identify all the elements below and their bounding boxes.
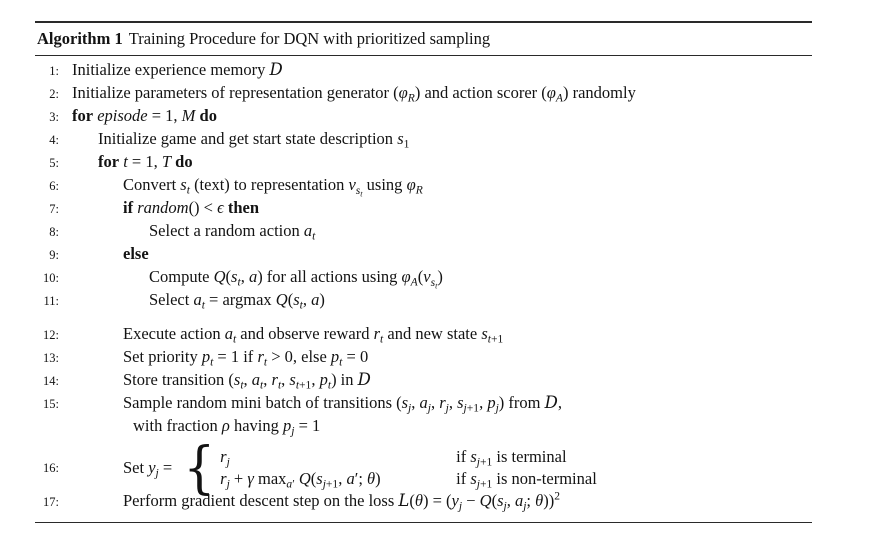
subscript [339, 357, 342, 369]
math-var: a [248, 267, 258, 286]
line-number: 1: [49, 64, 59, 78]
math-var: j [226, 478, 230, 491]
math-var: t [232, 333, 237, 346]
subscript: j+1 [476, 456, 493, 469]
math-var: a [303, 221, 313, 240]
case-condition: if $s_{j+1}$ is terminal [456, 447, 567, 469]
line-number: 10: [43, 271, 59, 285]
math-var: j [408, 402, 412, 415]
math-var: R [415, 184, 423, 197]
line-number: 2: [49, 87, 59, 101]
math-var: Q [275, 290, 288, 309]
subscript: j+1 [463, 402, 480, 415]
math-var: t [295, 379, 300, 392]
math-var: j [226, 456, 230, 469]
math-var: t [263, 356, 268, 369]
line-text [72, 435, 597, 501]
math-var: A [410, 276, 418, 289]
subscript: t+1 [487, 333, 504, 346]
subscript [360, 189, 362, 198]
math-var: t [240, 379, 244, 392]
line-text: Set priority $p_t = 1$ if $r_t > 0$, else $p_t = 0$ [123, 347, 369, 369]
line-number: 3: [49, 110, 59, 124]
algo-line-10 [35, 266, 812, 289]
line-number: 12: [43, 328, 59, 342]
subscript: j+1 [476, 478, 493, 491]
subscript [408, 403, 411, 415]
math-var: p [487, 393, 496, 412]
math-var: y [451, 491, 459, 510]
math-var: t [237, 276, 241, 289]
subscript [202, 300, 205, 312]
cases-rows [220, 446, 597, 490]
subscript: a′ [286, 478, 295, 491]
subscript [416, 185, 423, 197]
subscript: 1 [403, 138, 410, 151]
math-var: M [181, 106, 196, 125]
line-text: Compute $Q(s_t$, a) for all actions using $\varphi_A(v_{s_t})$ [149, 267, 443, 291]
math-var: s [401, 393, 409, 412]
line-number: 15: [43, 397, 59, 411]
math-var: s [470, 469, 477, 488]
math-var: s [457, 393, 464, 412]
line-number: 5: [49, 156, 59, 170]
keyword: for [72, 106, 94, 125]
math-var: s [233, 370, 241, 389]
math-var: a [193, 290, 202, 309]
math-var: t [210, 356, 214, 369]
algorithm-label: Algorithm 1 [37, 29, 123, 48]
keyword: else [123, 244, 149, 263]
line-number: 14: [43, 374, 59, 388]
line-number: 11: [43, 294, 59, 308]
math-var: j [445, 402, 449, 415]
script-letter: D [269, 60, 283, 79]
math-var: r [271, 370, 278, 389]
math-var: s [481, 324, 488, 343]
math-var: t [327, 379, 332, 392]
math-var: t [360, 189, 363, 199]
subscript [435, 281, 437, 290]
math-var: a [346, 469, 355, 488]
algo-line-7 [35, 197, 812, 220]
math-var: φ [546, 83, 556, 102]
math-var: A [555, 92, 563, 105]
math-var: j [476, 478, 480, 491]
subscript [233, 334, 236, 346]
case-expression: $r_j + \gamma$ $\max_{a'} Q(s_{j+1}$, a′; θ) [220, 469, 381, 491]
math-var: p [330, 347, 340, 366]
algo-line-12 [35, 323, 812, 346]
line-text: Execute action $a_t$ and observe reward $r_t$ and new state $s_{t+1}$ [123, 324, 504, 346]
line-text: Initialize experience memory D [72, 60, 283, 79]
math-var: j [463, 402, 467, 415]
math-var: j [503, 500, 507, 513]
math-var: t [277, 379, 282, 392]
algorithm-caption [35, 23, 812, 56]
line-text: Sample random mini batch of transitions ($s_j$, $a_j$, $r_j$, $s_{j+1}$, $p_j$) from D, [123, 393, 562, 415]
subscript [156, 468, 159, 480]
keyword: for [98, 152, 120, 171]
math-var: t [380, 333, 384, 346]
math-var: φ [406, 175, 416, 194]
math-var: t [260, 379, 264, 392]
math-var: j [291, 425, 295, 438]
subscript [300, 300, 303, 312]
line-text: if random() < ϵ then [123, 198, 260, 217]
math-var: j [322, 478, 326, 491]
algorithm-block [35, 21, 812, 523]
math-var: s [470, 447, 477, 466]
algo-line-2 [35, 82, 812, 105]
math-var: v [423, 267, 431, 286]
math-var: a [224, 324, 233, 343]
math-var: s [397, 129, 404, 148]
math-var: p [282, 416, 292, 435]
algo-line-16 [35, 435, 812, 501]
math-var: s [289, 370, 296, 389]
script-letter: D [357, 370, 371, 389]
math-var: j [155, 467, 159, 480]
subscript [503, 501, 506, 513]
subscript [411, 277, 418, 289]
subscript [291, 426, 294, 438]
math-var: t [201, 299, 205, 312]
math-var: R [407, 92, 415, 105]
line-text: Convert $s_t$ (text) to representation $v_{s_t}$ using $\varphi_R$ [123, 175, 423, 199]
case-expression [220, 446, 456, 468]
subscript [237, 277, 240, 289]
line-number: 8: [49, 225, 59, 239]
math-var: t [299, 299, 303, 312]
subscript [496, 403, 499, 415]
line-text: Store transition ($s_t$, $a_t$, $r_t$, $s_{t+1}$, $p_t$) in D [123, 370, 371, 392]
math-var: p [319, 370, 328, 389]
subscript [312, 231, 315, 243]
math-var: v [348, 175, 356, 194]
keyword: then [227, 198, 260, 217]
subscript [428, 403, 431, 415]
math-var: t [123, 152, 128, 171]
subscript [260, 380, 263, 392]
math-var: r [257, 347, 264, 366]
math-var: p [201, 347, 211, 366]
subscript [278, 380, 281, 392]
math-var: s [316, 469, 323, 488]
math-var: j [495, 402, 499, 415]
math-var: θ [414, 491, 423, 510]
subscript [431, 277, 438, 289]
math-var: ϵ [217, 198, 224, 217]
math-var: t [339, 356, 343, 369]
math-var: j [476, 456, 480, 469]
algo-line-17 [35, 490, 812, 513]
subscript [227, 457, 230, 469]
algo-line-3 [35, 105, 812, 128]
script-letter: L [398, 491, 410, 510]
math-var: T [161, 152, 172, 171]
subscript [446, 403, 449, 415]
line-number: 9: [49, 248, 59, 262]
line-text: for episode = 1, M do [72, 106, 217, 125]
algo-line-11 [35, 289, 812, 312]
keyword: do [199, 106, 217, 125]
math-var: j [458, 500, 463, 513]
math-var: t [487, 333, 491, 346]
line-text: Initialize game and get start state description $s_1$ [98, 129, 410, 151]
algo-line-5 [35, 151, 812, 174]
math-var: r [439, 393, 446, 412]
math-var: Q [479, 491, 492, 510]
algo-line-13 [35, 346, 812, 369]
line-text: for t = 1, T do [98, 152, 193, 171]
subscript [328, 380, 331, 392]
math-var: Q [298, 469, 311, 488]
line-text: Select $a_t = argmax$ $Q(s_t$, a) [149, 290, 325, 312]
algo-line-9 [35, 243, 812, 266]
math-var: s [231, 267, 238, 286]
math-var: φ [398, 83, 408, 102]
subscript [240, 380, 243, 392]
math-var: t [186, 184, 190, 197]
case-condition: if $s_{j+1}$ is non-terminal [456, 469, 597, 491]
algo-line-8 [35, 220, 812, 243]
math-var: r [220, 469, 227, 488]
line-text: with fraction ρ having $p_j = 1$ [133, 416, 321, 438]
subscript [187, 185, 190, 197]
algo-line-15-continuation [35, 415, 812, 437]
math-var: a [514, 491, 524, 510]
line-text: Initialize parameters of representation generator $(\varphi_R)$ and action scorer $(\varphi_A)$ randomly [72, 83, 636, 105]
keyword: if [123, 198, 134, 217]
left-brace-icon: { [183, 435, 216, 501]
math-var: a [251, 370, 261, 389]
math-var: s [497, 491, 504, 510]
math-var: t [435, 281, 438, 291]
subscript [523, 501, 526, 513]
line-text [72, 243, 149, 265]
subscript [380, 334, 383, 346]
math-var: j [523, 500, 527, 513]
algorithm-body [35, 56, 812, 522]
algorithm-title: Training Procedure for DQN with prioritized sampling [128, 29, 491, 48]
math-var: episode [97, 106, 148, 125]
subscript [227, 479, 230, 491]
keyword: do [175, 152, 193, 171]
math-var: θ [535, 491, 544, 510]
math-var: φ [401, 267, 411, 286]
math-var: ρ [221, 416, 230, 435]
math-var: a [311, 290, 320, 309]
algo-line-1 [35, 59, 812, 82]
algo-line-4 [35, 128, 812, 151]
math-var: random [137, 198, 189, 217]
algo-line-15 [35, 392, 812, 415]
cases-prefix: Set $y_j$ = [123, 458, 177, 480]
subscript [556, 93, 563, 105]
line-number: 7: [49, 202, 59, 216]
math-var: s [355, 184, 361, 197]
math-var: r [220, 447, 227, 466]
subscript [210, 357, 213, 369]
math-var: s [293, 290, 300, 309]
subscript [356, 185, 363, 197]
subscript: t+1 [295, 379, 312, 392]
line-number: 16: [43, 461, 59, 475]
algo-line-14 [35, 369, 812, 392]
math-var: Q [213, 267, 226, 286]
line-text: Perform gradient descent step on the loss $L(\theta) = (y_j - Q(s_j$, $a_j$; θ))$^2$ [123, 490, 561, 513]
subscript: j+1 [322, 478, 339, 491]
math-var: a [419, 393, 428, 412]
script-letter: D [544, 393, 558, 412]
math-var: γ [247, 469, 254, 488]
math-var: y [148, 458, 156, 477]
line-number: 17: [43, 495, 59, 509]
math-var: s [180, 175, 187, 194]
math-var: a [286, 478, 293, 491]
line-number: 6: [49, 179, 59, 193]
subscript [459, 501, 462, 513]
line-number: 4: [49, 133, 59, 147]
line-text: Select a random action $a_t$ [149, 221, 316, 243]
case-row [220, 446, 597, 468]
subscript [408, 93, 415, 105]
math-var: t [312, 230, 316, 243]
algo-line-6 [35, 174, 812, 197]
math-var: θ [367, 469, 376, 488]
math-var: r [373, 324, 381, 343]
case-row [220, 468, 597, 490]
line-number: 13: [43, 351, 59, 365]
superscript: 2 [554, 490, 561, 503]
subscript [264, 357, 267, 369]
math-var: j [427, 402, 431, 415]
math-var: s [430, 276, 436, 289]
